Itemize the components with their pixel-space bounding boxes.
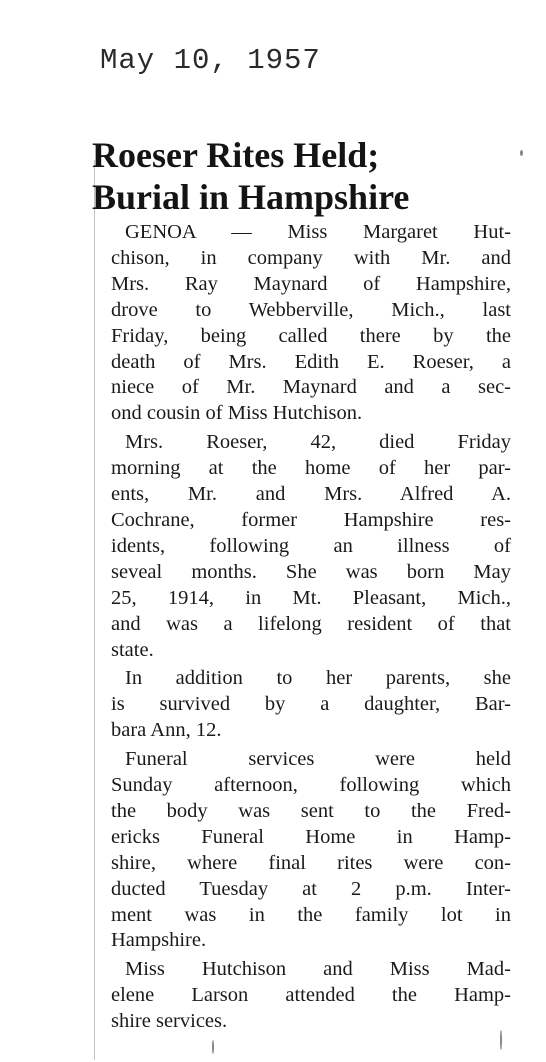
article-paragraph: [111, 666, 511, 744]
article-line: Miss Hutchison and Miss Mad-: [125, 958, 511, 981]
headline-line-2: Burial in Hampshire: [92, 177, 410, 217]
article-line: chison, in company with Mr. and: [111, 246, 511, 269]
print-speck: [212, 1040, 214, 1054]
article-paragraph: [111, 747, 511, 954]
article-line: Hampshire.: [111, 929, 207, 952]
article-line: 25, 1914, in Mt. Pleasant, Mich.,: [111, 586, 511, 609]
article-body: [111, 220, 511, 1038]
clipping-date: May 10, 1957: [100, 44, 321, 77]
article-line: idents, following an illness of: [111, 534, 511, 557]
article-line: shire services.: [111, 1010, 228, 1033]
article-line: ducted Tuesday at 2 p.m. Inter-: [111, 877, 511, 900]
article-line: Sunday afternoon, following which: [111, 774, 511, 797]
article-line: shire, where final rites were con-: [111, 851, 511, 874]
article-line: and was a lifelong resident of that: [111, 612, 511, 635]
headline-line-1: Roeser Rites Held;: [92, 135, 380, 175]
article-line: Cochrane, former Hampshire res-: [111, 508, 511, 531]
article-line: drove to Webberville, Mich., last: [111, 298, 511, 321]
clipping-edge-line: [94, 160, 95, 1060]
article-line: is survived by a daughter, Bar-: [111, 693, 511, 716]
article-line: Funeral services were held: [125, 748, 511, 771]
article-line: Friday, being called there by the: [111, 324, 511, 347]
print-speck: [520, 150, 523, 156]
article-line: Mrs. Ray Maynard of Hampshire,: [111, 272, 511, 295]
article-line: elene Larson attended the Hamp-: [111, 984, 511, 1007]
article-line: seveal months. She was born May: [111, 560, 511, 583]
article-line: state.: [111, 638, 154, 661]
article-paragraph: [111, 957, 511, 1035]
article-line: death of Mrs. Edith E. Roeser, a: [111, 350, 511, 373]
article-line: ericks Funeral Home in Hamp-: [111, 825, 511, 848]
article-line: ond cousin of Miss Hutchison.: [111, 402, 363, 425]
article-line: In addition to her parents, she: [125, 667, 511, 690]
article-line: morning at the home of her par-: [111, 457, 511, 480]
article-line: bara Ann, 12.: [111, 719, 222, 742]
article-headline: [92, 134, 512, 218]
print-speck: [500, 1030, 502, 1050]
article-line: ents, Mr. and Mrs. Alfred A.: [111, 483, 511, 506]
article-line: Mrs. Roeser, 42, died Friday: [125, 431, 511, 454]
article-paragraph: [111, 430, 511, 663]
article-line: ment was in the family lot in: [111, 903, 511, 926]
article-line: the body was sent to the Fred-: [111, 799, 511, 822]
article-line: GENOA — Miss Margaret Hut-: [125, 221, 511, 243]
article-paragraph: [111, 220, 511, 427]
article-line: niece of Mr. Maynard and a sec-: [111, 376, 511, 399]
